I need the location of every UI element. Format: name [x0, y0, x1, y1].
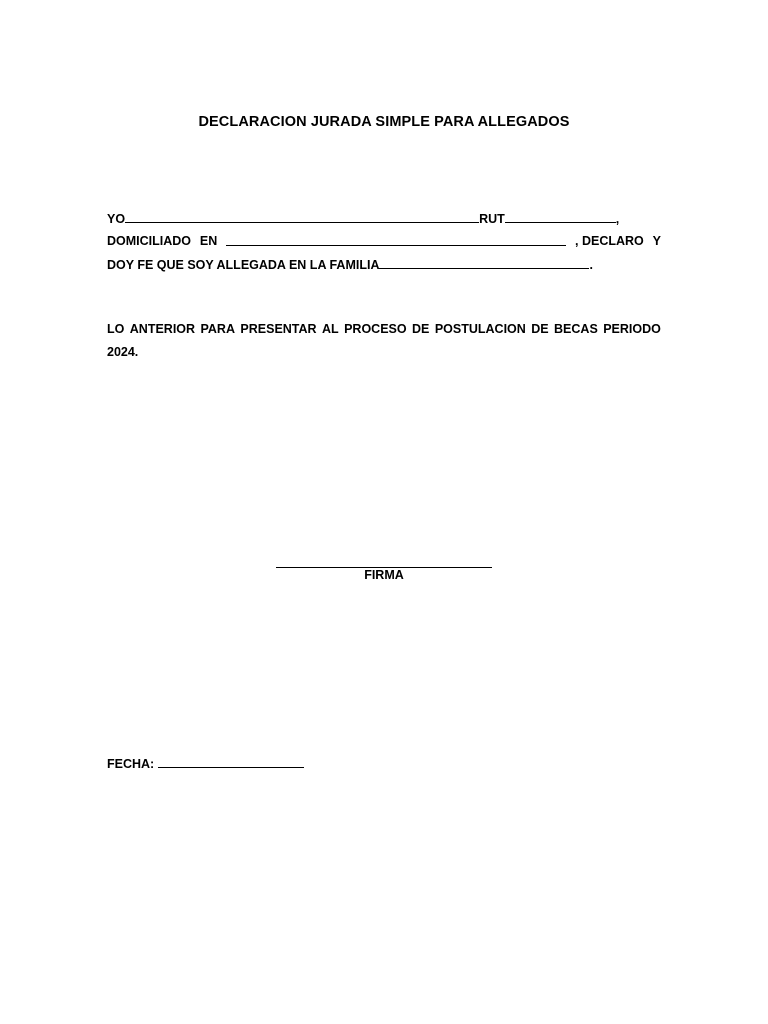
family-text: DOY FE QUE SOY ALLEGADA EN LA FAMILIA [107, 258, 380, 272]
yo-label: YO [107, 212, 126, 226]
declaration-line-address [107, 233, 661, 249]
purpose-word: DE [412, 322, 430, 336]
purpose-word: PROCESO [344, 322, 407, 336]
purpose-word: PRESENTAR [240, 322, 317, 336]
rut-blank-field[interactable] [505, 210, 616, 223]
address-blank-field[interactable] [226, 233, 566, 246]
declaration-line-family [107, 256, 661, 273]
y-label: Y [652, 234, 661, 248]
purpose-word: BECAS [554, 322, 598, 336]
domiciliado-label: DOMICILIADO [107, 234, 192, 248]
declaration-line-name [107, 210, 661, 227]
signature-label: FIRMA [364, 568, 404, 582]
date-blank-field[interactable] [158, 755, 304, 768]
purpose-word: DE [531, 322, 549, 336]
document-title: DECLARACION JURADA SIMPLE PARA ALLEGADOS [198, 114, 570, 130]
name-blank-field[interactable] [125, 210, 479, 223]
comma: , [615, 212, 620, 226]
period: . [589, 258, 593, 272]
rut-label: RUT [479, 212, 505, 226]
date-label: FECHA: [107, 757, 155, 771]
family-blank-field[interactable] [379, 256, 589, 269]
date-line [107, 755, 304, 771]
en-label: EN [199, 234, 218, 248]
purpose-word: PARA [200, 322, 235, 336]
purpose-word: AL [322, 322, 339, 336]
purpose-paragraph-line1 [107, 321, 661, 337]
declaro-label: , DECLARO [575, 234, 644, 248]
purpose-paragraph-line2: 2024. [107, 345, 139, 359]
purpose-word: PERIODO [603, 322, 661, 336]
purpose-word: LO [107, 322, 125, 336]
purpose-word: POSTULACION [434, 322, 526, 336]
purpose-word: ANTERIOR [129, 322, 196, 336]
